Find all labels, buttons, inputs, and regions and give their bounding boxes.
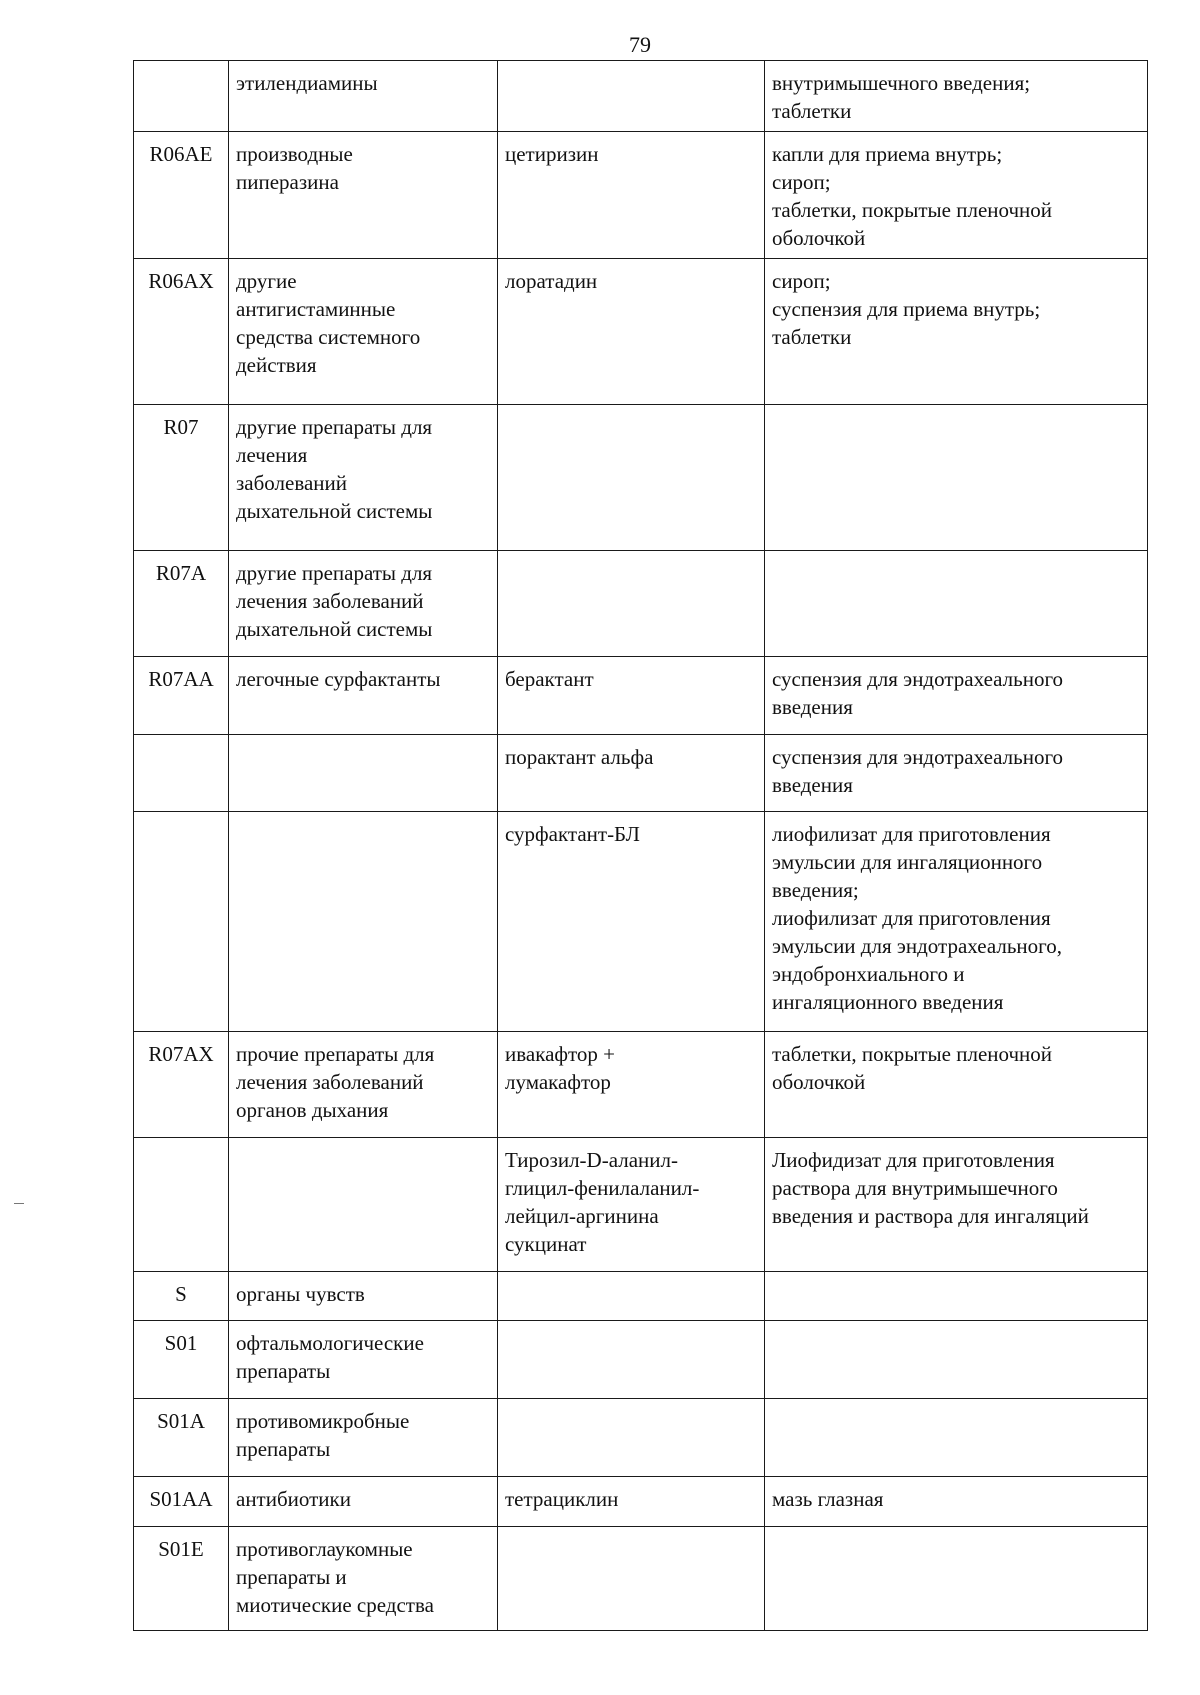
dosage-form-cell: внутримышечного введения; таблетки	[765, 61, 1148, 132]
drug-name-cell: цетиризин	[498, 132, 765, 259]
drug-name-cell	[498, 1272, 765, 1321]
table-row	[134, 1032, 1148, 1138]
table-row	[134, 551, 1148, 657]
group-name-cell: противомикробные препараты	[229, 1399, 498, 1477]
table-row	[134, 61, 1148, 132]
dosage-form-cell: суспензия для эндотрахеального введения	[765, 735, 1148, 812]
table-row	[134, 1272, 1148, 1321]
atc-code-cell: S01E	[134, 1527, 229, 1631]
atc-code-cell	[134, 61, 229, 132]
drug-name-cell: ивакафтор + лумакафтор	[498, 1032, 765, 1138]
group-name-cell: органы чувств	[229, 1272, 498, 1321]
table-row	[134, 259, 1148, 405]
atc-code-cell	[134, 735, 229, 812]
group-name-cell	[229, 812, 498, 1032]
atc-code-cell: R07A	[134, 551, 229, 657]
dosage-form-cell	[765, 1399, 1148, 1477]
table-row	[134, 1399, 1148, 1477]
atc-code-cell: R06AX	[134, 259, 229, 405]
dosage-form-cell	[765, 1272, 1148, 1321]
dosage-form-cell: таблетки, покрытые пленочной оболочкой	[765, 1032, 1148, 1138]
dosage-form-cell	[765, 551, 1148, 657]
group-name-cell: другие препараты для лечения заболеваний дыхательной системы	[229, 551, 498, 657]
group-name-cell: прочие препараты для лечения заболеваний органов дыхания	[229, 1032, 498, 1138]
atc-code-cell: S	[134, 1272, 229, 1321]
dosage-form-cell: капли для приема внутрь; сироп; таблетки, покрытые пленочной оболочкой	[765, 132, 1148, 259]
dosage-form-cell: сироп; суспензия для приема внутрь; таблетки	[765, 259, 1148, 405]
dosage-form-cell: лиофилизат для приготовления эмульсии для ингаляционного введения; лиофилизат для приготовления эмульсии для эндотрахеального, эндобронхиального и ингаляционного введения	[765, 812, 1148, 1032]
drug-name-cell: лоратадин	[498, 259, 765, 405]
atc-code-cell: R07	[134, 405, 229, 551]
drug-name-cell	[498, 61, 765, 132]
atc-code-cell: S01AA	[134, 1477, 229, 1527]
atc-code-cell: S01A	[134, 1399, 229, 1477]
table-row	[134, 1321, 1148, 1399]
drug-name-cell: берактант	[498, 657, 765, 735]
drug-name-cell	[498, 1321, 765, 1399]
group-name-cell: антибиотики	[229, 1477, 498, 1527]
table-row	[134, 405, 1148, 551]
drug-name-cell: Тирозил-D-аланил- глицил-фенилаланил- лейцил-аргинина сукцинат	[498, 1138, 765, 1272]
drug-name-cell	[498, 1399, 765, 1477]
drug-name-cell	[498, 551, 765, 657]
group-name-cell	[229, 735, 498, 812]
group-name-cell: противоглаукомные препараты и миотические средства	[229, 1527, 498, 1631]
table-row	[134, 657, 1148, 735]
table-row	[134, 1527, 1148, 1631]
table-row	[134, 812, 1148, 1032]
atc-code-cell: R07AA	[134, 657, 229, 735]
group-name-cell: другие антигистаминные средства системного действия	[229, 259, 498, 405]
atc-code-cell: R07AX	[134, 1032, 229, 1138]
group-name-cell: производные пиперазина	[229, 132, 498, 259]
group-name-cell	[229, 1138, 498, 1272]
drug-name-cell: тетрациклин	[498, 1477, 765, 1527]
atc-code-cell: R06AE	[134, 132, 229, 259]
drug-name-cell: сурфактант-БЛ	[498, 812, 765, 1032]
drug-classification-table	[133, 60, 1148, 1631]
drug-name-cell: порактант альфа	[498, 735, 765, 812]
atc-code-cell	[134, 812, 229, 1032]
dosage-form-cell: Лиофидизат для приготовления раствора для внутримышечного введения и раствора для ингаляций	[765, 1138, 1148, 1272]
table-row	[134, 1138, 1148, 1272]
dosage-form-cell: суспензия для эндотрахеального введения	[765, 657, 1148, 735]
table-row	[134, 735, 1148, 812]
dosage-form-cell	[765, 1321, 1148, 1399]
drug-name-cell	[498, 1527, 765, 1631]
group-name-cell: этилендиамины	[229, 61, 498, 132]
dosage-form-cell: мазь глазная	[765, 1477, 1148, 1527]
atc-code-cell: S01	[134, 1321, 229, 1399]
group-name-cell: легочные сурфактанты	[229, 657, 498, 735]
drug-name-cell	[498, 405, 765, 551]
page-number: 79	[629, 32, 651, 57]
table-row	[134, 132, 1148, 259]
table-row	[134, 1477, 1148, 1527]
group-name-cell: офтальмологические препараты	[229, 1321, 498, 1399]
margin-mark	[14, 1203, 24, 1204]
dosage-form-cell	[765, 405, 1148, 551]
group-name-cell: другие препараты для лечения заболеваний дыхательной системы	[229, 405, 498, 551]
dosage-form-cell	[765, 1527, 1148, 1631]
atc-code-cell	[134, 1138, 229, 1272]
